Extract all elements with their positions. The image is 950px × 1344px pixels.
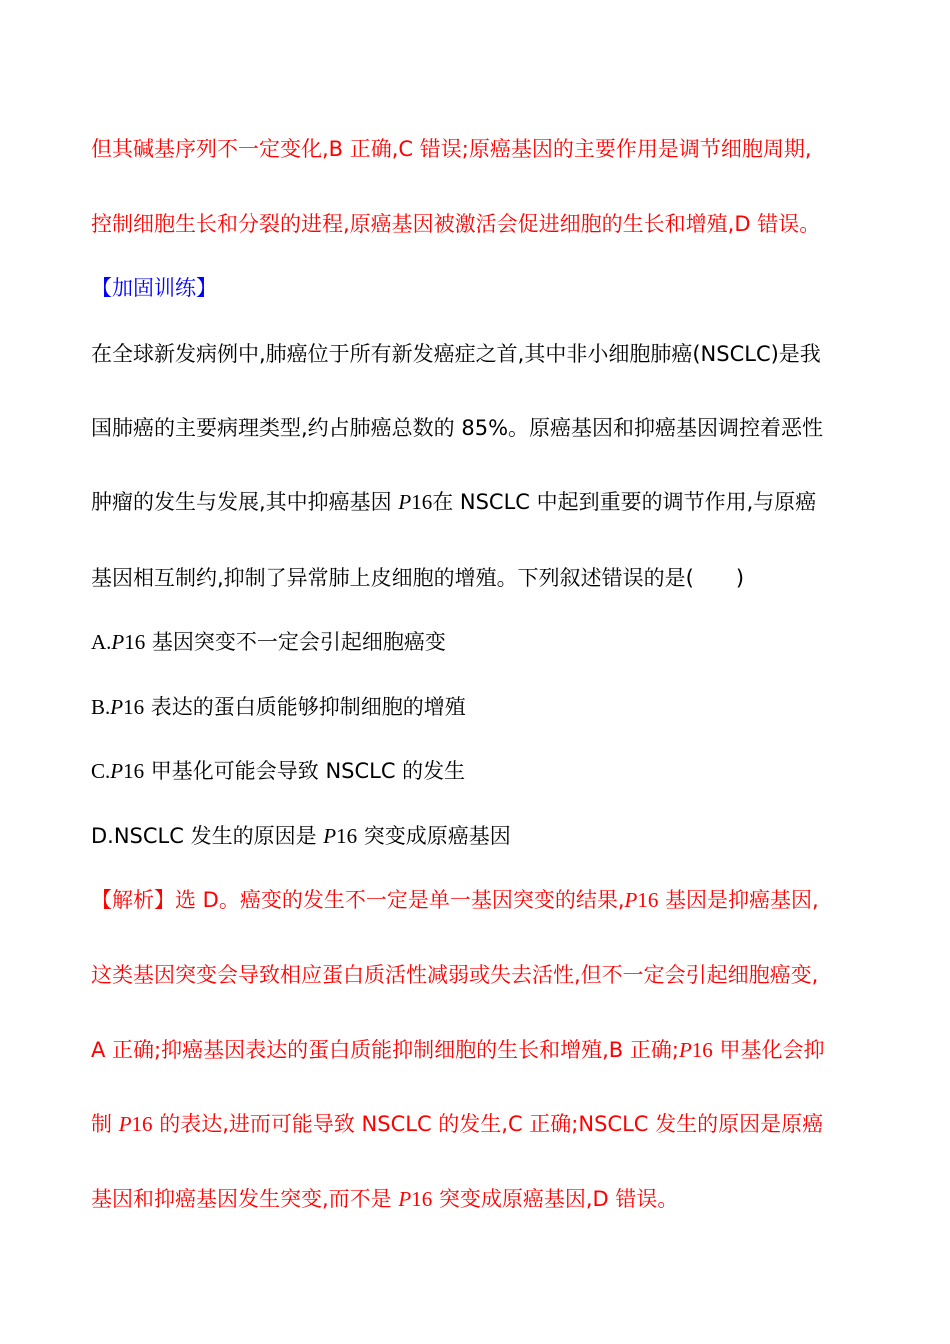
gene-italic: P [118, 1112, 132, 1136]
option-c [91, 756, 465, 786]
prev-analysis-line-2: 控制细胞生长和分裂的进程,原癌基因被激活会促进细胞的生长和增殖,D 错误。 [91, 212, 821, 236]
question-line-2: 国肺癌的主要病理类型,约占肺癌总数的 85%。原癌基因和抑癌基因调控着恶性 [91, 416, 824, 440]
gene-num: 16 [411, 1187, 433, 1211]
question-line-3 [91, 487, 816, 517]
section-label: 【加固训练】 [91, 276, 217, 300]
analysis-line-3-a: A 正确;抑癌基因表达的蛋白质能抑制细胞的生长和增殖,B 正确; [91, 1038, 679, 1062]
analysis-line-4 [91, 1109, 823, 1139]
gene-italic: P [624, 888, 638, 912]
analysis-line-5-b: 突变成原癌基因,D 错误。 [432, 1187, 679, 1211]
option-a [91, 627, 446, 657]
analysis-line-1-a: 【解析】选 D。癌变的发生不一定是单一基因突变的结果, [91, 888, 625, 912]
gene-italic: P [398, 490, 412, 514]
prev-analysis-line-1: 但其碱基序列不一定变化,B 正确,C 错误;原癌基因的主要作用是调节细胞周期, [91, 137, 812, 161]
gene-italic: P [323, 824, 337, 848]
gene-italic: P [111, 630, 125, 654]
gene-num: 16 [124, 630, 146, 654]
gene-num: 16 [336, 824, 358, 848]
option-c-prefix: C. [91, 759, 111, 783]
gene-num: 16 [691, 1038, 713, 1062]
analysis-line-5-a: 基因和抑癌基因发生突变,而不是 [91, 1187, 399, 1211]
gene-italic: P [110, 695, 124, 719]
analysis-line-3-b: 甲基化会抑 [712, 1038, 825, 1062]
option-b-text: 表达的蛋白质能够抑制细胞的增殖 [144, 695, 466, 719]
analysis-line-3 [91, 1035, 824, 1065]
gene-num: 16 [131, 1112, 153, 1136]
option-b [91, 692, 466, 722]
gene-num: 16 [637, 888, 659, 912]
option-d-rest: 突变成原癌基因 [357, 824, 511, 848]
analysis-line-4-b: 的表达,进而可能导致 NSCLC 的发生,C 正确;NSCLC 发生的原因是原癌 [152, 1112, 824, 1136]
gene-num: 16 [123, 759, 145, 783]
analysis-line-1-b: 基因是抑癌基因, [658, 888, 819, 912]
question-line-1: 在全球新发病例中,肺癌位于所有新发癌症之首,其中非小细胞肺癌(NSCLC)是我 [91, 342, 821, 366]
option-a-prefix: A. [91, 630, 112, 654]
option-c-text: 甲基化可能会导致 NSCLC 的发生 [144, 759, 466, 783]
option-d [91, 821, 511, 851]
gene-italic: P [110, 759, 124, 783]
analysis-line-5 [91, 1184, 678, 1214]
question-line-4: 基因相互制约,抑制了异常肺上皮细胞的增殖。下列叙述错误的是( ) [91, 566, 745, 590]
gene-italic: P [678, 1038, 692, 1062]
option-a-text: 基因突变不一定会引起细胞癌变 [145, 630, 446, 654]
analysis-line-1 [91, 885, 819, 915]
question-line-3-b: 在 NSCLC 中起到重要的调节作用,与原癌 [432, 490, 817, 514]
question-line-3-a: 肿瘤的发生与发展,其中抑癌基因 [91, 490, 399, 514]
option-b-prefix: B. [91, 695, 111, 719]
gene-num: 16 [123, 695, 145, 719]
analysis-line-4-a: 制 [91, 1112, 119, 1136]
option-d-text: D.NSCLC 发生的原因是 [91, 824, 324, 848]
gene-num: 16 [411, 490, 433, 514]
analysis-line-2: 这类基因突变会导致相应蛋白质活性减弱或失去活性,但不一定会引起细胞癌变, [91, 963, 819, 987]
gene-italic: P [398, 1187, 412, 1211]
